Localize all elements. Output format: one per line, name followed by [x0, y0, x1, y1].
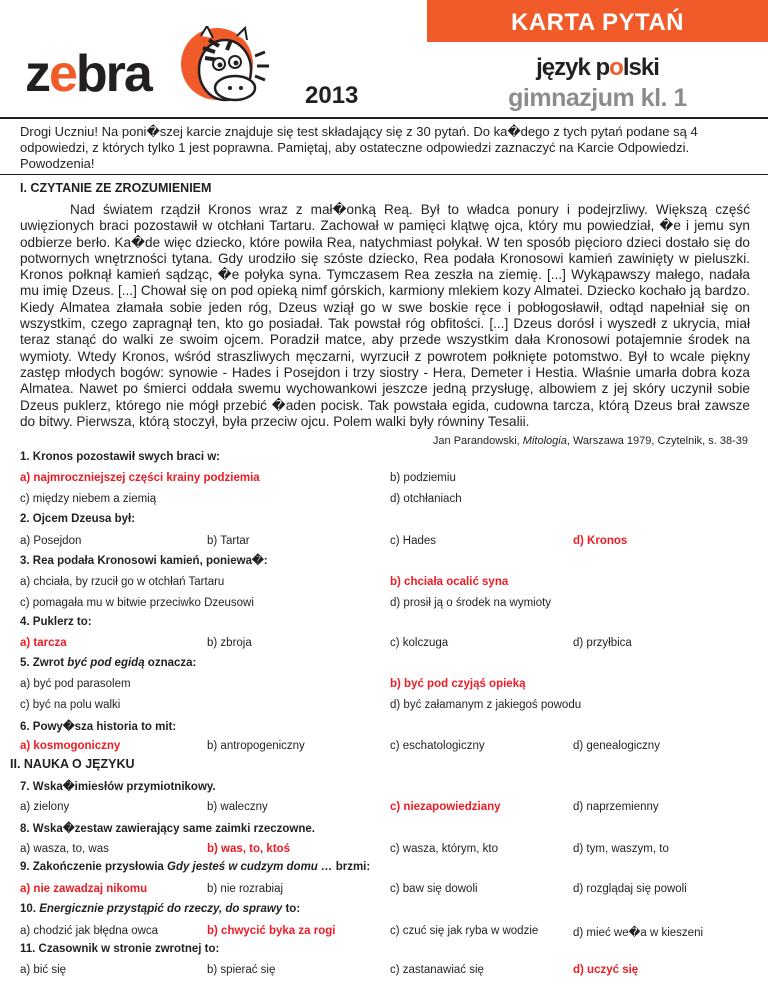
answer-option-3-a: a) chciała, by rzucił go w otchłań Tartaru: [20, 576, 225, 588]
question-4: 4. Puklerz to:: [20, 616, 92, 628]
title-banner: [427, 0, 768, 42]
answer-option-7-b: b) waleczny: [207, 801, 268, 813]
zebra-logo: [25, 26, 359, 109]
answer-option-1-c: c) między niebem a ziemią: [20, 493, 157, 505]
answer-option-7-d: d) naprzemienny: [573, 801, 659, 813]
answer-option-8-b: b) was, to, ktoś: [207, 843, 291, 855]
answer-option-5-b: b) być pod czyjąś opieką: [390, 678, 526, 690]
answer-option-1-d: d) otchłaniach: [390, 493, 462, 505]
answer-option-10-b: b) chwycić byka za rogi: [207, 925, 336, 937]
subject-title: język polski: [536, 54, 659, 81]
answer-option-8-d: d) tym, waszym, to: [573, 843, 669, 855]
question-1: 1. Kronos pozostawił swych braci w:: [20, 451, 221, 463]
answer-option-5-c: c) być na polu walki: [20, 699, 121, 711]
answer-option-10-d: d) mieć we�a w kieszeni: [573, 927, 704, 939]
answer-option-8-a: a) wasza, to, was: [20, 843, 109, 855]
year-label: 2013: [305, 82, 359, 109]
zebra-mascot-icon: [175, 26, 295, 106]
question-8: 8. Wska�zestaw zawierający same zaimki rzeczowne.: [20, 823, 315, 835]
answer-option-11-a: a) bić się: [20, 964, 67, 976]
answer-option-11-b: b) spierać się: [207, 964, 276, 976]
answer-option-5-a: a) być pod parasolem: [20, 678, 131, 690]
answer-option-9-c: c) baw się dowoli: [390, 883, 478, 895]
answer-option-9-b: b) nie rozrabiaj: [207, 883, 284, 895]
answer-option-3-b: b) chciała ocalić syna: [390, 576, 509, 588]
section-heading-reading: I. CZYTANIE ZE ZROZUMIENIEM: [20, 181, 212, 195]
answer-option-6-c: c) eschatologiczny: [390, 740, 485, 752]
grade-label: gimnazjum kl. 1: [508, 84, 687, 112]
answer-option-4-a: a) tarcza: [20, 637, 67, 649]
question-2: 2. Ojcem Dzeusa był:: [20, 513, 136, 525]
question-10: 10. Energicznie przystąpić do rzeczy, do sprawy to:: [20, 903, 301, 915]
answer-option-4-b: b) zbroja: [207, 637, 252, 649]
answer-option-1-a: a) najmroczniejszej części krainy podziemia: [20, 472, 260, 484]
answer-option-8-c: c) wasza, którym, kto: [390, 843, 498, 855]
answer-option-9-a: a) nie zawadzaj nikomu: [20, 883, 148, 895]
header: [0, 0, 768, 118]
answer-option-7-a: a) zielony: [20, 801, 70, 813]
answer-option-7-c: c) niezapowiedziany: [390, 801, 501, 813]
intro-text: Drogi Uczniu! Na poni�szej karcie znajduje się test składający się z 30 pytań. Do ka�dego z tych pytań podane są 4 odpowiedzi, z których tylko 1 jest poprawna. Pamiętaj, aby ostateczne odpowiedzi zaznaczyć na Karcie Odpowiedzi. Powodzenia!: [20, 124, 698, 171]
answer-option-6-b: b) antropogeniczny: [207, 740, 305, 752]
logo-wordmark: zebra: [25, 45, 151, 103]
question-9: 9. Zakończenie przysłowia Gdy jesteś w cudzym domu … brzmi:: [20, 861, 371, 873]
question-11: 11. Czasownik w stronie zwrotnej to:: [20, 943, 220, 955]
answer-option-3-c: c) pomagała mu w bitwie przeciwko Dzeusowi: [20, 597, 254, 609]
answer-option-2-a: a) Posejdon: [20, 535, 82, 547]
answer-option-3-d: d) prosił ją o środek na wymioty: [390, 597, 552, 609]
answer-option-4-c: c) kolczuga: [390, 637, 449, 649]
answer-option-2-b: b) Tartar: [207, 535, 250, 547]
answer-option-11-d: d) uczyć się: [573, 964, 639, 976]
question-7: 7. Wska�imiesłów przymiotnikowy.: [20, 781, 216, 793]
header-divider: [0, 117, 768, 119]
answer-option-2-d: d) Kronos: [573, 535, 628, 547]
answer-option-5-d: d) być załamanym z jakiegoś powodu: [390, 699, 582, 711]
answer-option-2-c: c) Hades: [390, 535, 437, 547]
answer-option-6-d: d) genealogiczny: [573, 740, 660, 752]
banner-title: KARTA PYTAŃ: [510, 9, 685, 36]
section-heading-language: II. NAUKA O JĘZYKU: [10, 757, 135, 771]
answer-option-6-a: a) kosmogoniczny: [20, 740, 121, 752]
question-3: 3. Rea podała Kronosowi kamień, poniewa�:: [20, 555, 268, 567]
answer-option-11-c: c) zastanawiać się: [390, 964, 484, 976]
citation: Jan Parandowski, Mitologia, Warszawa 1979, Czytelnik, s. 38-39: [432, 435, 748, 447]
reading-passage: Nad światem rządził Kronos wraz z mał�onką Reą. Był to władca ponury i podejrzliwy. Większą część uwięzionych braci pozostawił w otchłani Tartaru. Zachował w pamięci klątwę ojca, który mu powiedział, �e i jemu syn odbierze berło. Ka�de więc dziecko, które powiła Rea, natychmiast połykał. W ten sposób pięcioro dzieci dostało się do potwornych wnętrzności tytana. Gdy urodziło się szóste dziecko, Rea podała Kronosowi kamień zawinięty w pieluszki. Kronos połknął kamień sądząc, �e połyka syna. Tymczasem Rea zeszła na ziemię. [...] Wykąpawszy małego, nadała mu imię Dzeus. [...] Chował się on pod opieką nimf górskich, karmiony mlekiem kozy Almatei. Dziecko kochało ją bardzo. Kiedy Almatea złamała sobie jeden róg, Dzeus wziął go w swe boskie ręce i pobłogosławił, odtąd napełniał się on wszystkim, czego zapragnął ten, kto go posiadał. Tak powstał róg obfitości. [...] Dzeus dorósł i wyszedł z ukrycia, miał teraz stanąć do walki ze swoim ojcem. Poradził matce, aby przede wszystkim dała Kronosowi potajemnie środek na wymioty. Wtedy Kronos, wśród straszliwych męczarni, wyrzucił z powrotem połknięte potomstwo. Był to wcale piękny zastęp młodych bogów: synowie - Hades i Posejdon i trzy siostry - Hera, Demeter i Hestia. Właśnie umarła dobra koza Almatea. Nawet po śmierci oddała swemu wychowankowi jeszcze jedną przysługę, albowiem z jej skóry uczynił sobie Dzeus puklerz, którego nie mógł przebić �aden pocisk. Tak powstała egida, cudowna tarcza, którą Dzeus brał zawsze do bitwy. Pierwsza, którą stoczył, była przeciw ojcu. Polem walki były równiny Tesalii.: [20, 202, 750, 429]
answer-option-9-d: d) rozglądaj się powoli: [573, 883, 687, 895]
question-6: 6. Powy�sza historia to mit:: [20, 721, 177, 733]
answer-option-10-a: a) chodzić jak błędna owca: [20, 925, 159, 937]
answer-option-1-b: b) podziemiu: [390, 472, 456, 484]
answer-option-4-d: d) przyłbica: [573, 637, 632, 649]
question-5: 5. Zwrot być pod egidą oznacza:: [20, 657, 197, 669]
intro-divider: [0, 174, 768, 175]
answer-option-10-c: c) czuć się jak ryba w wodzie: [390, 925, 539, 937]
